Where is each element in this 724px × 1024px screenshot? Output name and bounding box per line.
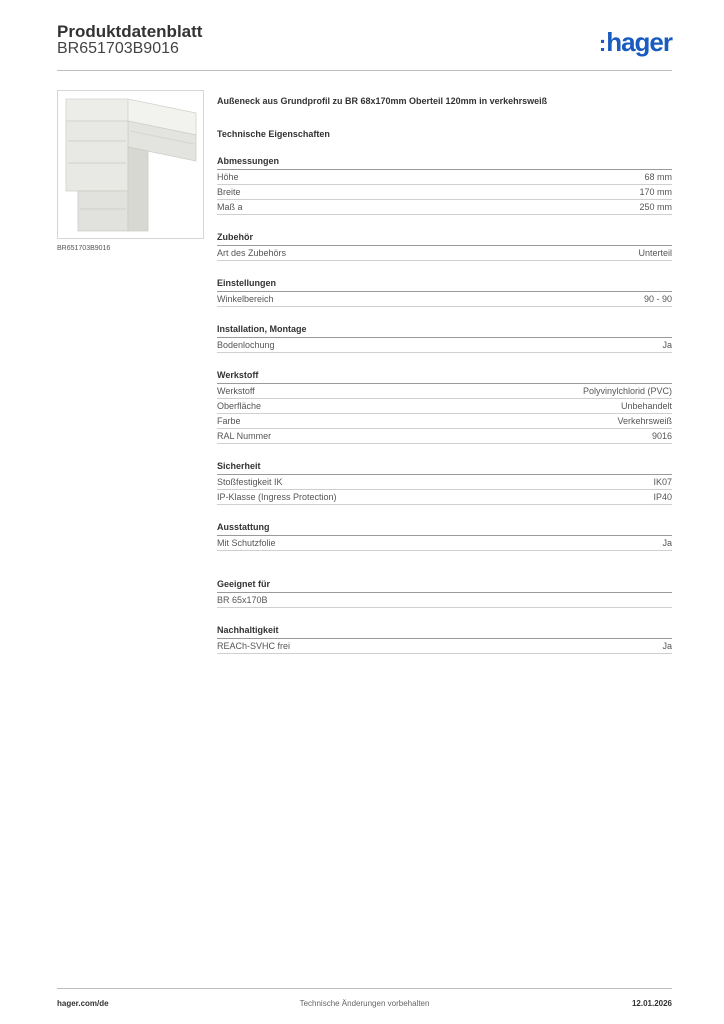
spec-row bbox=[217, 292, 672, 307]
spec-row bbox=[217, 246, 672, 261]
spec-value: Ja bbox=[662, 641, 672, 651]
section-safety bbox=[217, 461, 672, 505]
section-suitable-for bbox=[217, 579, 672, 608]
spec-value: Unterteil bbox=[638, 248, 672, 258]
spec-value: 250 mm bbox=[639, 202, 672, 212]
spec-label: Bodenlochung bbox=[217, 340, 275, 350]
spec-value: 9016 bbox=[651, 431, 672, 441]
spec-value: 68 mm bbox=[644, 172, 672, 182]
hager-logo: :hager bbox=[598, 27, 672, 57]
product-description: Außeneck aus Grundprofil zu BR 68x170mm Oberteil 120mm in verkehrsweiß bbox=[217, 96, 548, 106]
spec-row bbox=[217, 639, 672, 654]
section-equipment bbox=[217, 522, 672, 551]
spec-row bbox=[217, 338, 672, 353]
page-header bbox=[57, 22, 672, 71]
spec-row bbox=[217, 536, 672, 551]
section-title: Werkstoff bbox=[217, 370, 672, 384]
section-installation bbox=[217, 324, 672, 353]
section-material bbox=[217, 370, 672, 444]
section-title: Abmessungen bbox=[217, 156, 672, 170]
spec-label: Oberfläche bbox=[217, 401, 262, 411]
spec-label: Art des Zubehörs bbox=[217, 248, 287, 258]
spec-label: Winkelbereich bbox=[217, 294, 274, 304]
spec-value: IP40 bbox=[653, 492, 672, 502]
spec-value: Unbehandelt bbox=[620, 401, 672, 411]
section-title: Nachhaltigkeit bbox=[217, 625, 672, 639]
corner-profile-illustration bbox=[58, 91, 203, 238]
spec-value: Verkehrsweiß bbox=[617, 416, 672, 426]
spec-value: Ja bbox=[662, 340, 672, 350]
spec-row bbox=[217, 185, 672, 200]
image-caption: BR651703B9016 bbox=[57, 245, 111, 252]
page-footer bbox=[57, 988, 672, 1015]
spec-label: Höhe bbox=[217, 172, 239, 182]
section-sustainability bbox=[217, 625, 672, 654]
technical-properties-heading: Technische Eigenschaften bbox=[217, 129, 330, 139]
spec-row bbox=[217, 399, 672, 414]
document-date: 12.01.2026 bbox=[631, 999, 672, 1008]
spec-label: Mit Schutzfolie bbox=[217, 538, 276, 548]
document-title: Produktdatenblatt bbox=[57, 22, 203, 41]
change-notice: Technische Änderungen vorbehalten bbox=[299, 999, 430, 1008]
section-title: Zubehör bbox=[217, 232, 672, 246]
spec-value: 90 - 90 bbox=[643, 294, 672, 304]
spec-row bbox=[217, 490, 672, 505]
spec-label: Werkstoff bbox=[217, 386, 255, 396]
spec-value: 170 mm bbox=[639, 187, 672, 197]
product-image bbox=[57, 90, 204, 239]
spec-label: Maß a bbox=[217, 202, 243, 212]
spec-value: IK07 bbox=[653, 477, 672, 487]
spec-label: IP-Klasse (Ingress Protection) bbox=[217, 492, 337, 502]
spec-row bbox=[217, 429, 672, 444]
spec-label: Stoßfestigkeit IK bbox=[217, 477, 283, 487]
spec-row bbox=[217, 384, 672, 399]
spec-row bbox=[217, 200, 672, 215]
spec-row bbox=[217, 475, 672, 490]
spec-row bbox=[217, 414, 672, 429]
spec-label: REACh-SVHC frei bbox=[217, 641, 291, 651]
spec-label: BR 65x170B bbox=[217, 595, 268, 605]
spec-label: RAL Nummer bbox=[217, 431, 272, 441]
spec-label: Breite bbox=[217, 187, 241, 197]
spec-value: Ja bbox=[662, 538, 672, 548]
section-settings bbox=[217, 278, 672, 307]
section-title: Einstellungen bbox=[217, 278, 672, 292]
website-link[interactable]: hager.com/de bbox=[57, 999, 109, 1008]
section-title: Installation, Montage bbox=[217, 324, 672, 338]
spec-row bbox=[217, 170, 672, 185]
section-dimensions bbox=[217, 156, 672, 215]
product-code: BR651703B9016 bbox=[57, 40, 179, 57]
spec-value: Polyvinylchlorid (PVC) bbox=[582, 386, 672, 396]
spec-label: Farbe bbox=[217, 416, 241, 426]
section-title: Sicherheit bbox=[217, 461, 672, 475]
section-accessory bbox=[217, 232, 672, 261]
section-title: Ausstattung bbox=[217, 522, 672, 536]
section-title: Geeignet für bbox=[217, 579, 672, 593]
spec-row bbox=[217, 593, 672, 608]
specification-area bbox=[217, 96, 672, 654]
